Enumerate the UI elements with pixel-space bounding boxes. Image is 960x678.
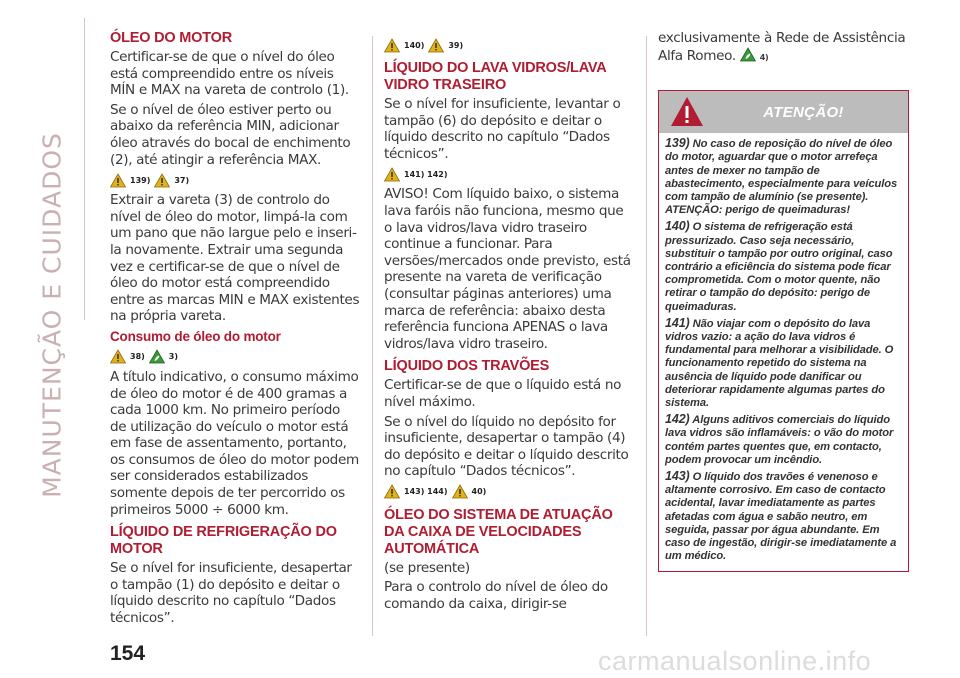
warning-header <box>659 91 908 133</box>
paragraph-text: exclusivamente à Rede de Assistência Alfa Romeo. <box>658 30 906 64</box>
reference-number: 141) 142) <box>404 169 448 179</box>
reference-number: 4) <box>759 52 769 62</box>
paragraph: Se o nível de óleo estiver perto ou abaixo da referência MIN, adicionar óleo através do bocal de enchimento (2), até atingir a referência MAX. <box>110 101 351 168</box>
warning-triangle-icon <box>110 173 126 188</box>
paragraph: Se o nível for insuficiente, levantar o tampão (6) do depósito e deitar o líquido descrito no capítulo “Dados técnicos”. <box>384 96 621 162</box>
note-text: O líquido dos travões é venenoso e altamente corrosivo. Em caso de contacto acidental, lavar imediatamente as partes afetadas com água e sabão neutro, em seguida, passar por água abundante. Em caso de ingestão, dirigir-se imediatamente a um médico. <box>665 471 897 563</box>
reference-markers <box>110 171 360 189</box>
environment-icon <box>149 349 165 364</box>
reference-markers <box>110 348 360 366</box>
note-number: 141) <box>665 315 690 330</box>
note-number: 140) <box>665 219 690 234</box>
section-title-atuacao-caixa: ÓLEO DO SISTEMA DE ATUAÇÃO DA CAIXA DE VELOCIDADES AUTOMÁTICA <box>384 506 613 557</box>
paragraph: Para o controlo do nível de óleo do comando da caixa, dirigir-se <box>384 579 608 613</box>
reference-number: 140) <box>404 40 425 50</box>
caution-triangle-icon <box>452 484 468 499</box>
warning-notes <box>659 133 908 571</box>
environment-icon <box>740 47 756 62</box>
paragraph: AVISO! Com líquido baixo, o sistema lava faróis não funciona, mesmo que o lava vidros/lava vidro traseiro continue a funcionar. Para versões/mercados onde previsto, está presente na vareta de verificação (consultar páginas anteriores) uma marca de referência: abaixo desta referência funciona APENAS o lava vidros/lava vidro traseiro. <box>384 186 631 352</box>
paragraph: A título indicativo, o consumo máximo de óleo do motor é de 400 gramas a cada 1000 km. No primeiro período de utilização do veículo o motor está em fase de assentamento, portanto, os consumos de óleo do motor podem ser considerados estabilizados somente depois de ter percorrido os primeiros 5000 ÷ 6000 km. <box>110 368 359 518</box>
paragraph: Se o nível do líquido no depósito for insuficiente, desapertar o tampão (4) do depósito e deitar o líquido descrito no capítulo “Dados técnicos”. <box>384 413 629 480</box>
column-1 <box>110 30 360 630</box>
reference-markers <box>384 483 634 501</box>
paragraph: Extrair a vareta (3) de controlo do nível de óleo do motor, limpá-la com um pano que não largue pelo e inseri-la novamente. Extrair uma segunda vez e certificar-se de que o nível de óleo do motor está compreendido entre as marcas MIN e MAX existentes na própria vareta. <box>110 192 360 325</box>
warning-triangle-icon <box>384 38 400 53</box>
side-divider <box>84 18 85 320</box>
column-2 <box>384 36 634 616</box>
column-divider <box>372 36 373 636</box>
section-title-refrigeracao: LÍQUIDO DE REFRIGERAÇÃO DO MOTOR <box>110 524 337 558</box>
paragraph: Certificar-se de que o nível do óleo está compreendido entre os níveis MÍN e MAX na vareta de controlo (1). <box>110 49 349 99</box>
reference-markers <box>384 165 634 183</box>
paragraph: Se o nível for insuficiente, desapertar o tampão (1) do depósito e deitar o líquido descrito no capítulo “Dados técnicos”. <box>110 560 352 627</box>
section-title-lava-vidros: LÍQUIDO DO LAVA VIDROS/LAVA VIDRO TRASEIRO <box>384 60 607 93</box>
column-divider <box>646 36 647 636</box>
column-3 <box>658 30 908 572</box>
note-number: 142) <box>665 412 690 427</box>
warning-triangle-icon <box>669 95 705 129</box>
reference-number: 143) 144) <box>404 487 448 497</box>
warning-triangle-icon <box>384 484 400 499</box>
reference-number: 40) <box>471 487 487 497</box>
note-text: Alguns aditivos comerciais do líquido lava vidros são inflamáveis: o vão do motor contém partes quentes que, em contacto, podem provocar um incêndio. <box>665 414 894 466</box>
warning-box <box>658 90 909 572</box>
reference-number: 3) <box>168 352 179 362</box>
paragraph: (se presente) <box>384 559 470 576</box>
reference-number: 37) <box>174 175 190 185</box>
warning-title: ATENÇÃO! <box>763 103 844 121</box>
note-number: 143) <box>665 469 690 484</box>
warning-note <box>665 220 902 313</box>
note-text: Não viajar com o depósito do lava vidros vazio: a ação do lava vidros é fundamental para melhorar a visibilidade. O funcionamento repetido do sistema na ausência de líquido pode danificar ou deteriorar rapidamente algumas partes do sistema. <box>665 317 894 410</box>
warning-triangle-icon <box>384 167 400 182</box>
warning-note <box>665 137 902 217</box>
paragraph: Certificar-se de que o líquido está no nível máximo. <box>384 377 622 410</box>
note-text: No caso de reposição do nível de óleo do motor, aguardar que o motor arrefeça antes de mexer no tampão de abastecimento, especialmente para veículos com tampão de alumínio (se presente). ATENÇÃO: perigo de queimaduras! <box>665 138 898 217</box>
subsection-title-consumo: Consumo de óleo do motor <box>110 328 281 344</box>
section-title-travoes: LÍQUIDO DOS TRAVÕES <box>384 358 550 375</box>
warning-note <box>665 470 902 563</box>
caution-triangle-icon <box>110 349 126 364</box>
caution-triangle-icon <box>154 173 170 188</box>
caution-triangle-icon <box>428 38 444 53</box>
reference-number: 39) <box>448 40 464 50</box>
page-number: 154 <box>110 642 146 665</box>
note-text: O sistema de refrigeração está pressurizado. Caso seja necessário, substituir o tampão por outro original, caso contrário a eficiência do sistema pode ficar comprometida. Com o motor quente, não retirar o tampão do depósito: perigo de queimaduras. <box>665 221 893 313</box>
warning-note <box>665 317 902 410</box>
note-number: 139) <box>665 136 690 151</box>
reference-number: 38) <box>130 352 145 362</box>
warning-note <box>665 413 902 467</box>
reference-markers <box>384 36 634 54</box>
section-title-oleo-motor: ÓLEO DO MOTOR <box>110 30 232 46</box>
watermark: carmanualsonline.info <box>598 646 872 676</box>
paragraph <box>658 30 908 66</box>
reference-number: 139) <box>130 175 151 185</box>
